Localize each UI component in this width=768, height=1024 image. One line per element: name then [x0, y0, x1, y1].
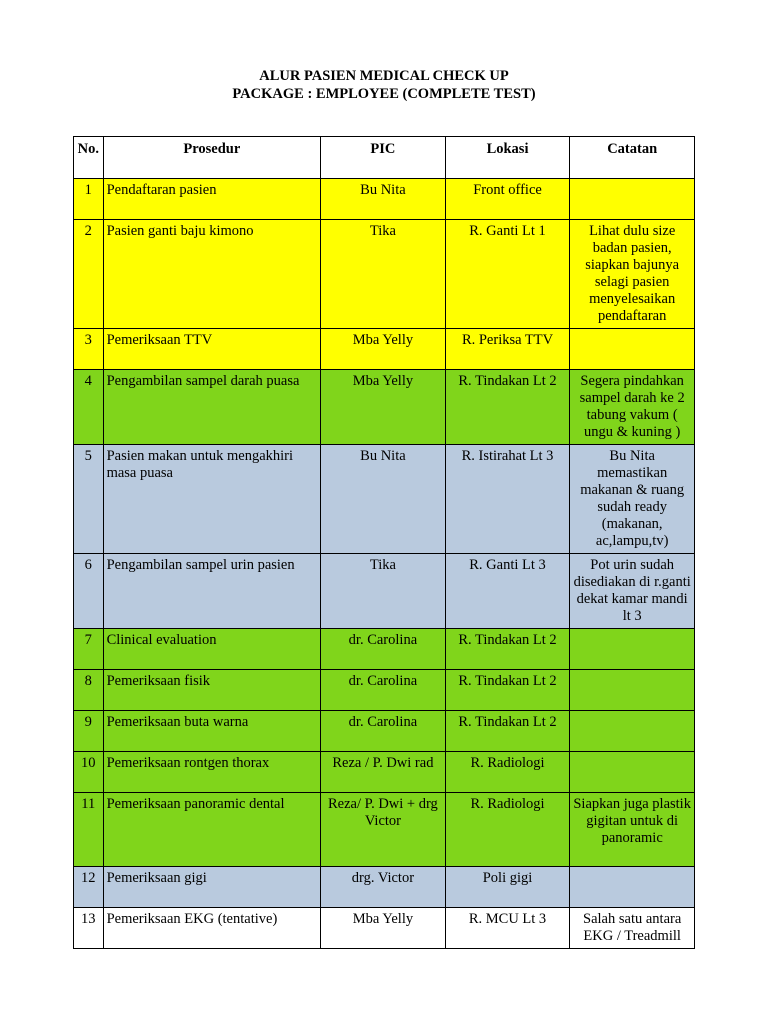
table-row [74, 670, 695, 711]
table-row [74, 752, 695, 793]
cell-pic: Reza/ P. Dwi + drg Victor [321, 793, 446, 867]
cell-catatan: Salah satu antara EKG / Treadmill [570, 908, 695, 949]
cell-pic: Bu Nita [321, 179, 446, 220]
cell-prosedur: Pemeriksaan rontgen thorax [103, 752, 321, 793]
cell-pic: Reza / P. Dwi rad [321, 752, 446, 793]
cell-catatan [570, 711, 695, 752]
table-row [74, 329, 695, 370]
cell-prosedur: Clinical evaluation [103, 629, 321, 670]
cell-pic: drg. Victor [321, 867, 446, 908]
cell-prosedur: Pasien ganti baju kimono [103, 220, 321, 329]
cell-catatan: Siapkan juga plastik gigitan untuk di panoramic [570, 793, 695, 867]
cell-no: 9 [74, 711, 104, 752]
cell-prosedur: Pendaftaran pasien [103, 179, 321, 220]
cell-catatan [570, 629, 695, 670]
cell-catatan: Lihat dulu size badan pasien, siapkan bajunya selagi pasien menyelesaikan pendaftaran [570, 220, 695, 329]
cell-prosedur: Pengambilan sampel urin pasien [103, 554, 321, 629]
cell-pic: Mba Yelly [321, 370, 446, 445]
table-row [74, 445, 695, 554]
cell-lokasi: Front office [445, 179, 570, 220]
cell-catatan [570, 329, 695, 370]
cell-catatan [570, 752, 695, 793]
cell-prosedur: Pemeriksaan panoramic dental [103, 793, 321, 867]
header-no: No. [74, 137, 104, 179]
table-row [74, 554, 695, 629]
cell-lokasi: R. Tindakan Lt 2 [445, 670, 570, 711]
cell-lokasi: R. Istirahat Lt 3 [445, 445, 570, 554]
cell-lokasi: Poli gigi [445, 867, 570, 908]
header-catatan: Catatan [570, 137, 695, 179]
cell-no: 7 [74, 629, 104, 670]
cell-no: 13 [74, 908, 104, 949]
cell-pic: dr. Carolina [321, 629, 446, 670]
table-row [74, 370, 695, 445]
cell-prosedur: Pemeriksaan TTV [103, 329, 321, 370]
cell-no: 10 [74, 752, 104, 793]
cell-no: 8 [74, 670, 104, 711]
cell-pic: Bu Nita [321, 445, 446, 554]
cell-lokasi: R. Tindakan Lt 2 [445, 370, 570, 445]
cell-no: 5 [74, 445, 104, 554]
header-pic: PIC [321, 137, 446, 179]
cell-lokasi: R. Periksa TTV [445, 329, 570, 370]
header-prosedur: Prosedur [103, 137, 321, 179]
cell-catatan: Pot urin sudah disediakan di r.ganti dekat kamar mandi lt 3 [570, 554, 695, 629]
table-row [74, 793, 695, 867]
header-lokasi: Lokasi [445, 137, 570, 179]
cell-lokasi: R. Ganti Lt 3 [445, 554, 570, 629]
patient-flow-table [73, 136, 695, 949]
cell-lokasi: R. MCU Lt 3 [445, 908, 570, 949]
table-row [74, 711, 695, 752]
table-row [74, 179, 695, 220]
cell-prosedur: Pemeriksaan buta warna [103, 711, 321, 752]
cell-lokasi: R. Tindakan Lt 2 [445, 711, 570, 752]
cell-pic: Tika [321, 554, 446, 629]
cell-catatan: Segera pindahkan sampel darah ke 2 tabung vakum ( ungu & kuning ) [570, 370, 695, 445]
cell-prosedur: Pemeriksaan fisik [103, 670, 321, 711]
cell-catatan [570, 179, 695, 220]
cell-prosedur: Pemeriksaan EKG (tentative) [103, 908, 321, 949]
cell-no: 3 [74, 329, 104, 370]
table-row [74, 867, 695, 908]
cell-pic: Tika [321, 220, 446, 329]
title-line-2: PACKAGE : EMPLOYEE (COMPLETE TEST) [232, 86, 536, 102]
table-row [74, 220, 695, 329]
cell-prosedur: Pengambilan sampel darah puasa [103, 370, 321, 445]
title-line-1: ALUR PASIEN MEDICAL CHECK UP [259, 68, 509, 84]
cell-pic: dr. Carolina [321, 711, 446, 752]
document-title [0, 67, 768, 103]
table-row [74, 629, 695, 670]
cell-no: 1 [74, 179, 104, 220]
table-row [74, 908, 695, 949]
cell-lokasi: R. Tindakan Lt 2 [445, 629, 570, 670]
cell-catatan [570, 670, 695, 711]
cell-no: 4 [74, 370, 104, 445]
cell-lokasi: R. Radiologi [445, 752, 570, 793]
cell-lokasi: R. Ganti Lt 1 [445, 220, 570, 329]
cell-no: 11 [74, 793, 104, 867]
cell-pic: dr. Carolina [321, 670, 446, 711]
cell-lokasi: R. Radiologi [445, 793, 570, 867]
cell-pic: Mba Yelly [321, 908, 446, 949]
cell-no: 2 [74, 220, 104, 329]
cell-prosedur: Pasien makan untuk mengakhiri masa puasa [103, 445, 321, 554]
cell-prosedur: Pemeriksaan gigi [103, 867, 321, 908]
cell-no: 12 [74, 867, 104, 908]
cell-catatan [570, 867, 695, 908]
cell-no: 6 [74, 554, 104, 629]
cell-pic: Mba Yelly [321, 329, 446, 370]
table-header-row [74, 137, 695, 179]
cell-catatan: Bu Nita memastikan makanan & ruang sudah ready (makanan, ac,lampu,tv) [570, 445, 695, 554]
